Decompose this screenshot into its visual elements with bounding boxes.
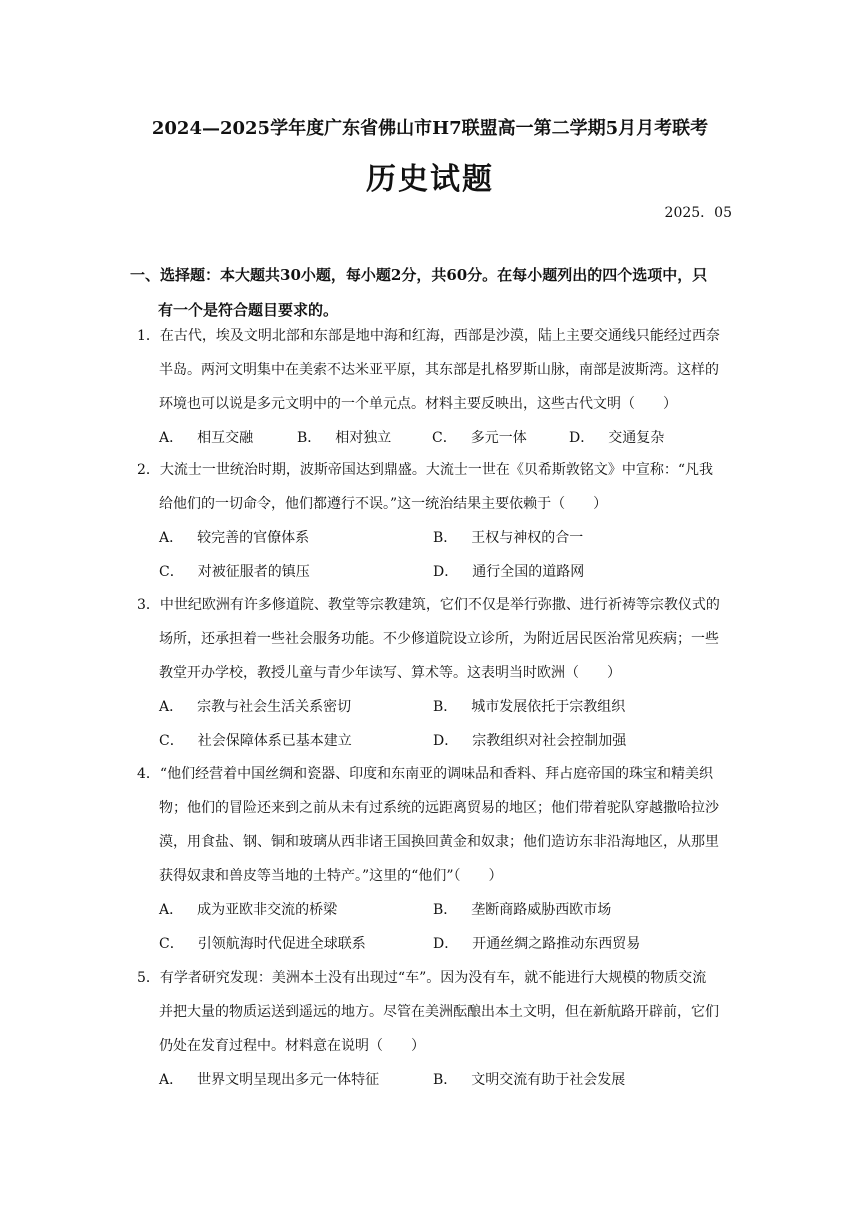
option-a: A． 宗教与社会生活关系密切 xyxy=(159,699,352,715)
question-text-line: 半岛。两河文明集中在美索不达米亚平原，其东部是扎格罗斯山脉，南部是波斯湾。这样的 xyxy=(159,362,719,378)
question-text-line: 给他们的一切命令，他们都遵行不误。”这一统治结果主要依赖于（ ） xyxy=(159,496,608,512)
section-heading-line2: 有一个是符合题目要求的。 xyxy=(158,301,339,319)
option-a: A． 成为亚欧非交流的桥梁 xyxy=(159,902,338,918)
question-text-line: 仍处在发育过程中。材料意在说明（ ） xyxy=(159,1038,425,1054)
options-row xyxy=(137,927,737,961)
question-text-line: 物；他们的冒险还来到之前从未有过系统的远距离贸易的地区；他们带着驼队穿越撒哈拉沙 xyxy=(159,800,719,816)
question-text-line: 获得奴隶和兽皮等当地的土特产。”这里的“他们”（ ） xyxy=(159,868,503,884)
section-heading-line1: 一、选择题：本大题共30小题，每小题2分，共60分。在每小题列出的四个选项中，只 xyxy=(130,266,708,284)
option-b: B． 王权与神权的合一 xyxy=(433,530,584,546)
option-c: C． 社会保障体系已基本建立 xyxy=(159,733,352,749)
option-d: D． 交通复杂 xyxy=(569,430,665,446)
options-row xyxy=(137,421,737,455)
question-text-line: 环境也可以说是多元文明中的一个单元点。材料主要反映出，这些古代文明（ ） xyxy=(159,396,677,412)
option-b: B． 垄断商路威胁西欧市场 xyxy=(433,902,612,918)
option-a: A． 相互交融 xyxy=(159,430,254,446)
question-text-line: 漠，用食盐、钢、铜和玻璃从西非诸王国换回黄金和奴隶；他们造访东非沿海地区，从那里 xyxy=(159,834,719,850)
question-text-line: 3．中世纪欧洲有许多修道院、教堂等宗教建筑，它们不仅是举行弥撒、进行祈祷等宗教仪式的 xyxy=(137,597,720,613)
question-text-line: 1．在古代，埃及文明北部和东部是地中海和红海，西部是沙漠，陆上主要交通线只能经过西奈 xyxy=(137,328,720,344)
options-row xyxy=(137,724,737,758)
question-text-line: 2．大流士一世统治时期，波斯帝国达到鼎盛。大流士一世在《贝希斯敦铭文》中宣称：“凡我 xyxy=(137,462,714,478)
option-d: D． 开通丝绸之路推动东西贸易 xyxy=(433,936,641,952)
option-d: D． 宗教组织对社会控制加强 xyxy=(433,733,627,749)
option-a: A． 世界文明呈现出多元一体特征 xyxy=(159,1072,380,1088)
subject-title: 历史试题 xyxy=(366,162,494,197)
option-c: C． 引领航海时代促进全球联系 xyxy=(159,936,366,952)
option-a: A． 较完善的官僚体系 xyxy=(159,530,310,546)
option-b: B． 相对独立 xyxy=(297,430,392,446)
question-text-line: 并把大量的物质运送到遥远的地方。尽管在美洲酝酿出本土文明，但在新航路开辟前，它们 xyxy=(159,1004,719,1020)
options-row xyxy=(137,1063,737,1097)
question-text-line: 5．有学者研究发现：美洲本土没有出现过“车”。因为没有车，就不能进行大规模的物质交流 xyxy=(137,970,707,986)
option-c: C． 多元一体 xyxy=(432,430,527,446)
question-3 xyxy=(137,588,737,758)
option-d: D． 通行全国的道路网 xyxy=(433,564,585,580)
exam-date: 2025．05 xyxy=(664,205,732,221)
option-b: B． 城市发展依托于宗教组织 xyxy=(433,699,626,715)
option-c: C． 对被征服者的镇压 xyxy=(159,564,310,580)
question-2 xyxy=(137,453,737,589)
question-4 xyxy=(137,757,737,961)
question-1 xyxy=(137,319,737,455)
options-row xyxy=(137,690,737,724)
options-row xyxy=(137,555,737,589)
question-text-line: 4．“他们经营着中国丝绸和瓷器、印度和东南亚的调味品和香料、拜占庭帝国的珠宝和精美织 xyxy=(137,766,714,782)
section-heading xyxy=(130,258,735,328)
exam-title: 2024—2025学年度广东省佛山市H7联盟高一第二学期5月月考联考 xyxy=(151,118,709,139)
options-row xyxy=(137,893,737,927)
question-text-line: 教堂开办学校，教授儿童与青少年读写、算术等。这表明当时欧洲（ ） xyxy=(159,665,621,681)
question-5 xyxy=(137,961,737,1097)
option-b: B． 文明交流有助于社会发展 xyxy=(433,1072,626,1088)
question-text-line: 场所，还承担着一些社会服务功能。不少修道院设立诊所，为附近居民医治常见疾病；一些 xyxy=(159,631,719,647)
options-row xyxy=(137,521,737,555)
